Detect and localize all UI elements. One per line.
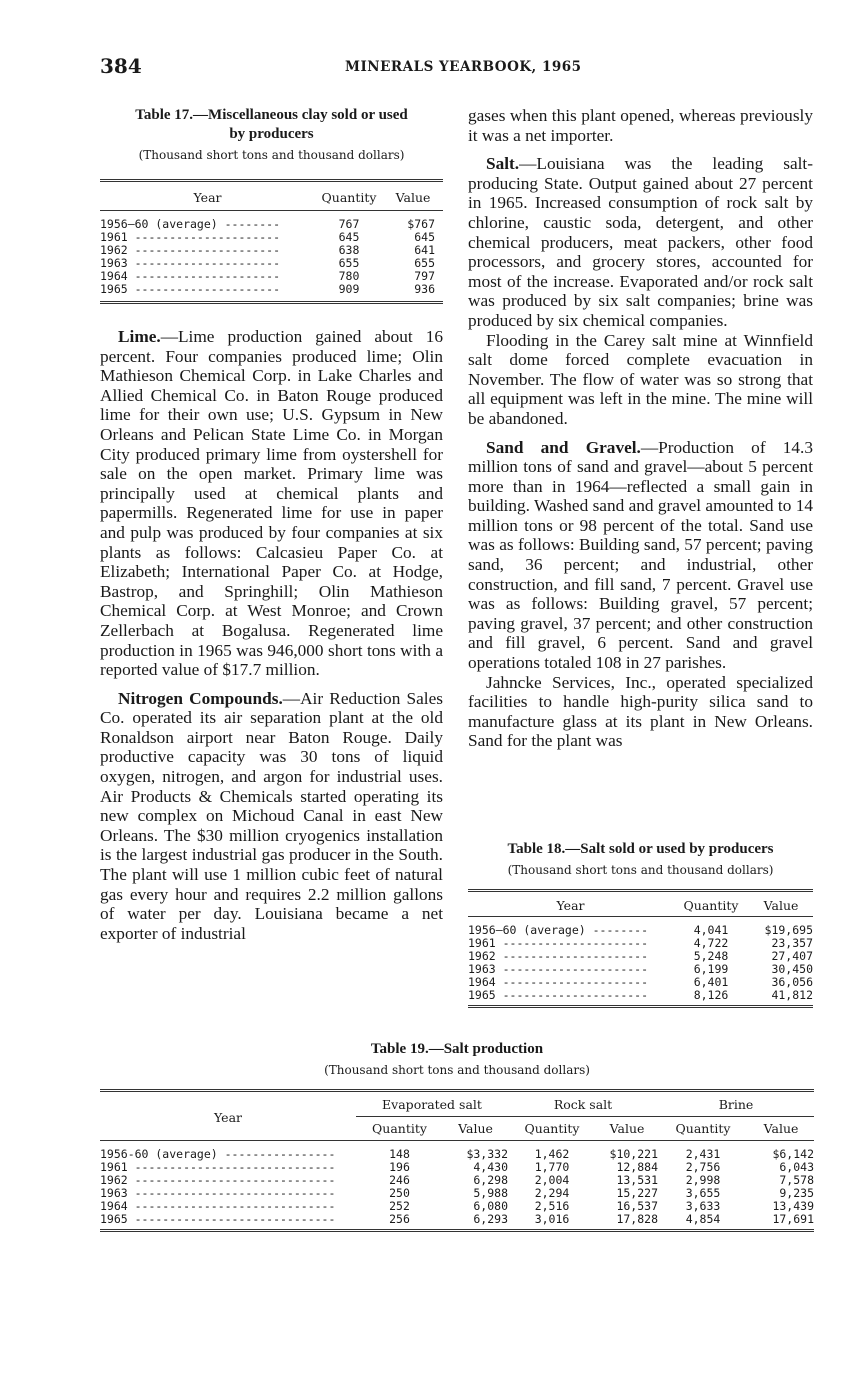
table-row: 1964 ----------------------------- 252 6,080 2,516 16,537 3,633 13,439 — [100, 1199, 814, 1213]
table-row: 1961 --------------------- 4,722 23,357 — [468, 936, 813, 950]
group-rock-salt: Rock salt — [508, 1094, 658, 1116]
nitrogen-continuation: gases when this plant opened, whereas previously it was a net importer. — [468, 106, 813, 145]
lime-paragraph: Lime.—Lime production gained about 16 percent. Four companies produced lime; Olin Mathieson Chemical Corp. in Lake Charles and Allied Chemical Co. in Baton Rouge produced lime for their own use; U.S. Gypsum in New Orleans and Pelican State Lime Co. in Morgan City produced primary lime from oystershell for sale on the open market. Primary lime was principally used at chemical plants and papermills. Regenerated lime for use in paper and pulp was produced by four companies at six plants as follows: Calcasieu Paper Co. at Elizabeth; International Paper Co. at Hodge, Bastrop, and Springhill; Olin Mathieson Chemical Corp. at West Monroe; and Crown Zellerbach at Bogalusa. Regenerated lime production in 1965 was 946,000 short tons with a reported value of $17.7 million. — [100, 327, 443, 680]
col-header-value: Value — [458, 1120, 493, 1136]
salt-paragraph: Salt.—Louisiana was the leading salt-producing State. Output gained about 27 percent in 1965. Increased consumption of rock salt by chlorine, caustic soda, detergent, and other chemical producers, meat packers, other food processors, and grocery stores, accounted for most of the increase. Evaporated and/or rock salt was produced by six salt companies; brine was produced by six chemical companies. — [468, 154, 813, 330]
col-header-year: Year — [214, 1109, 242, 1125]
table-row: 1962 ----------------------------- 246 6,298 2,004 13,531 2,998 7,578 — [100, 1173, 814, 1187]
table-row: 1961 --------------------- 645 645 — [100, 230, 435, 244]
table-row: 1964 --------------------- 6,401 36,056 — [468, 975, 813, 989]
table-row: 1963 --------------------- 655 655 — [100, 256, 435, 270]
table-19-header — [100, 1094, 814, 1140]
salt-heading: Salt. — [486, 154, 520, 174]
table-row: 1962 --------------------- 5,248 27,407 — [468, 949, 813, 963]
table-row: 1965 --------------------- 909 936 — [100, 282, 435, 296]
table-18-grid — [468, 894, 813, 916]
nitrogen-paragraph: Nitrogen Compounds.—Air Reduction Sales Co. operated its air separation plant at the old Ronaldson airport near Baton Rouge. Daily productive capacity was 30 tons of liquid oxygen, nitrogen, and argon for industrial uses. Air Products & Chemicals started operating its new complex on Michoud Canal in east New Orleans. The $30 million cryogenics installation is the largest industrial gas producer in the South. The plant will use 1 million cubic feet of natural gas every hour and requires 2.2 million gallons of water per day. Louisiana became a net exporter of industrial — [100, 688, 443, 943]
col-header-value: Value — [763, 1120, 799, 1136]
lime-heading: Lime. — [118, 327, 161, 346]
table-row: 1963 --------------------- 6,199 30,450 — [468, 962, 813, 976]
group-evaporated-salt: Evaporated salt — [356, 1094, 508, 1116]
table-17-grid — [100, 184, 443, 210]
col-header-quantity: Quantity — [524, 1120, 580, 1136]
table-row: 1956–60 (average) -------- 767 $767 — [100, 217, 435, 231]
right-text — [468, 106, 813, 751]
left-column — [100, 106, 443, 943]
nitrogen-heading: Nitrogen Compounds. — [118, 688, 283, 708]
col-header-year: Year — [556, 897, 585, 913]
table-19-body — [100, 1148, 814, 1226]
flooding-paragraph: Flooding in the Carey salt mine at Winnfield salt dome forced complete evacuation in November. The flow of water was so strong that all equipment was left in the mine. The mine will be abandoned. — [468, 330, 813, 428]
col-header-value: Value — [395, 189, 431, 205]
col-header-quantity: Quantity — [321, 189, 377, 205]
col-header-value: Value — [763, 897, 799, 913]
table-row: 1963 ----------------------------- 250 5,988 2,294 15,227 3,655 9,235 — [100, 1186, 814, 1200]
right-column — [468, 106, 813, 1002]
table-18-title: Table 18.—Salt sold or used by producers — [507, 841, 774, 857]
group-brine: Brine — [658, 1094, 814, 1116]
sand-paragraph: Sand and Gravel.—Production of 14.3 million tons of sand and gravel—about 5 percent more than in 1964—reflected a small gain in building. Washed sand and gravel amounted to 14 million tons or 98 percent of the total. Sand use was as follows: Building sand, 57 percent; paving sand, 36 percent; and industrial, other construction, and fill sand, 7 percent. Gravel use was as follows: Building gravel, 57 percent; paving gravel, 37 percent; and other construction and fill gravel, 6 percent. Sand and gravel operations totaled 108 in 27 parishes. — [468, 437, 813, 673]
sand-heading: Sand and Gravel. — [486, 437, 641, 457]
table-row: 1956–60 (average) -------- 4,041 $19,695 — [468, 923, 813, 937]
table-row: 1961 ----------------------------- 196 4,430 1,770 12,884 2,756 6,043 — [100, 1160, 814, 1174]
table-19-title: Table 19.—Salt production — [370, 1041, 544, 1057]
table-row: 1965 --------------------- 8,126 41,812 — [468, 988, 813, 1002]
col-header-quantity: Quantity — [675, 1120, 731, 1136]
table-17-subtitle: (Thousand short tons and thousand dollars) — [138, 148, 405, 162]
table-18-subtitle: (Thousand short tons and thousand dollars) — [507, 863, 774, 877]
col-header-year: Year — [193, 189, 222, 205]
table-17-title: Table 17.—Miscellaneous clay sold or used by producers — [135, 107, 408, 142]
table-row: 1964 --------------------- 780 797 — [100, 269, 435, 283]
table-18 — [468, 840, 813, 1008]
running-title: MINERALS YEARBOOK, 1965 — [345, 59, 582, 75]
col-header-value: Value — [609, 1120, 645, 1136]
table-17-body — [100, 218, 443, 296]
table-row: 1965 ----------------------------- 256 6,293 3,016 17,828 4,854 17,691 — [100, 1212, 814, 1226]
table-row: 1956-60 (average) ---------------- 148 $3,332 1,462 $10,221 2,431 $6,142 — [100, 1147, 814, 1161]
left-text — [100, 327, 443, 943]
col-header-quantity: Quantity — [372, 1120, 427, 1136]
table-17 — [100, 106, 443, 304]
table-row: 1962 --------------------- 638 641 — [100, 243, 435, 257]
table-19-subtitle: (Thousand short tons and thousand dollars) — [324, 1063, 590, 1077]
page-number: 384 — [100, 54, 142, 78]
col-header-quantity: Quantity — [683, 897, 739, 913]
table-18-body — [468, 924, 813, 1002]
table-19 — [100, 1040, 814, 1232]
jahncke-paragraph: Jahncke Services, Inc., operated specialized facilities to handle high-purity silica sand to manufacture glass at its plant in New Orleans. Sand for the plant was — [468, 672, 813, 751]
